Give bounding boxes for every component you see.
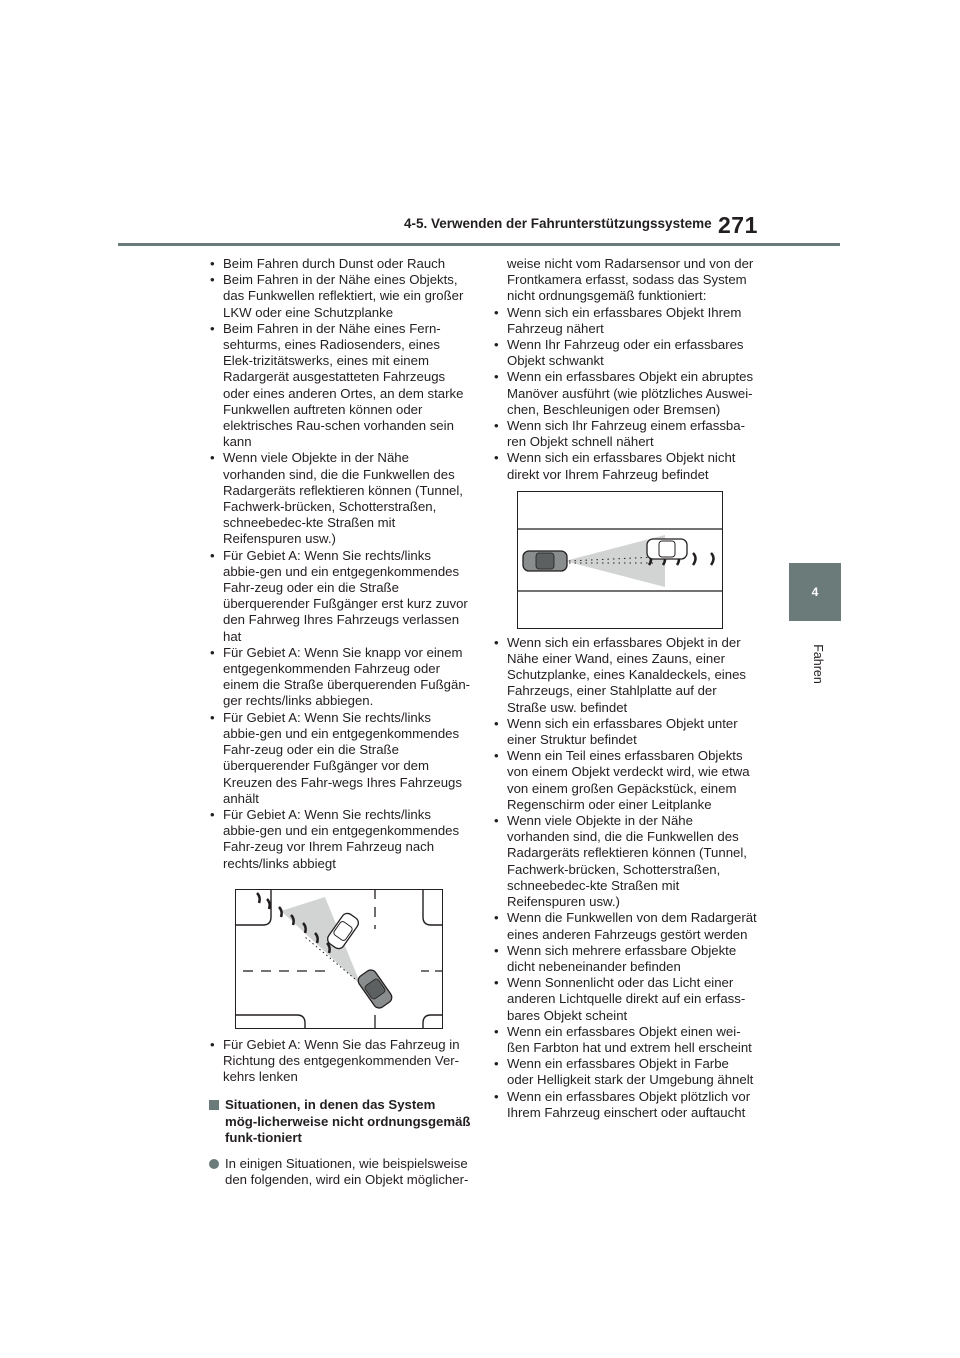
bullet-list-left — [209, 256, 471, 872]
list-item: • Für Gebiet A: Wenn Sie das Fahrzeug in Richtung des entgegenkommenden Ver-kehrs lenken — [209, 1037, 471, 1086]
list-item: • Wenn ein Teil eines erfassbaren Objekts von einem Objekt verdeckt wird, wie etwa von einem großen Gepäckstück, einem Regenschirm oder einer Leitplanke — [493, 748, 757, 813]
list-item: • Wenn Sonnenlicht oder das Licht einer anderen Lichtquelle direkt auf ein erfass-bares Objekt scheint — [493, 975, 757, 1024]
list-item: • Wenn viele Objekte in der Nähe vorhanden sind, die die Funkwellen des Radargeräts reflektieren können (Tunnel, Fachwerk-brücken, Schotterstraßen, schneebedec-kte Straßen mit Reifenspuren usw.) — [493, 813, 757, 910]
section-heading-text: Situationen, in denen das System mög-licherweise nicht ordnungsgemäß funk-tioniert — [225, 1097, 471, 1145]
list-item: • Beim Fahren in der Nähe eines Objekts, das Funkwellen reflektiert, wie ein großer LKW oder eine Schutzplanke — [209, 272, 471, 321]
list-item: • Wenn sich ein erfassbares Objekt in der Nähe einer Wand, eines Zauns, einer Schutzplanke, eines Kanaldeckels, eines Fahrzeugs, einer Stahlplatte auf der Straße usw. befindet — [493, 635, 757, 716]
list-item: • Wenn ein erfassbares Objekt einen wei-ßen Farbton hat und extrem hell erscheint — [493, 1024, 757, 1056]
list-item: • Für Gebiet A: Wenn Sie rechts/links abbie-gen und ein entgegenkommendes Fahr-zeug oder ein die Straße überquerender Fußgänger erst kurz zuvor den Fahrweg Ihres Fahrzeugs verlassen hat — [209, 548, 471, 645]
right-column — [493, 256, 757, 1121]
list-item: • Wenn Ihr Fahrzeug oder ein erfassbares Objekt schwankt — [493, 337, 757, 369]
list-item: • Für Gebiet A: Wenn Sie knapp vor einem entgegenkommenden Fahrzeug oder einem die Straße überquerenden Fußgän-ger rechts/links abbiegen. — [209, 645, 471, 710]
list-item: • Wenn sich Ihr Fahrzeug einem erfassba-ren Objekt schnell nähert — [493, 418, 757, 450]
chapter-label: Fahren — [811, 644, 825, 684]
left-column — [209, 256, 471, 1188]
list-item: • Für Gebiet A: Wenn Sie rechts/links abbie-gen und ein entgegenkommendes Fahr-zeug vor Ihrem Fahrzeug nach rechts/links abbiegt — [209, 807, 471, 872]
intro-paragraph — [209, 1156, 471, 1188]
section-heading — [209, 1097, 471, 1146]
square-bullet-icon — [209, 1100, 219, 1110]
list-item: • Wenn sich ein erfassbares Objekt Ihrem Fahrzeug nähert — [493, 305, 757, 337]
list-item: • Beim Fahren durch Dunst oder Rauch — [209, 256, 471, 272]
bullet-list-left-2 — [209, 1037, 471, 1086]
offset-vehicle-illustration — [517, 491, 723, 629]
list-item: • Wenn die Funkwellen von dem Radargerät eines anderen Fahrzeugs gestört werden — [493, 910, 757, 942]
list-item: • Beim Fahren in der Nähe eines Fern-sehturms, eines Radiosenders, eines Elek-trizitätswerks, eines mit einem Radargerät ausgestatteten Fahrzeugs oder eines anderen Ortes, an dem starke Funkwellen auftreten können oder elektrisches Rau-schen vorhanden sein kann — [209, 321, 471, 451]
header-rule — [118, 243, 840, 246]
chapter-tab[interactable]: 4 — [789, 563, 841, 621]
page-number: 271 — [718, 212, 758, 238]
list-item: • Für Gebiet A: Wenn Sie rechts/links abbie-gen und ein entgegenkommendes Fahr-zeug oder ein die Straße überquerender Fußgänger vor dem Kreuzen des Fahr-wegs Ihres Fahrzeugs anhält — [209, 710, 471, 807]
list-item: • Wenn ein erfassbares Objekt ein abruptes Manöver ausführt (wie plötzliches Auswei-chen, Beschleunigen oder Bremsen) — [493, 369, 757, 418]
circle-bullet-icon — [209, 1159, 219, 1169]
list-item: • Wenn viele Objekte in der Nähe vorhanden sind, die die Funkwellen des Radargeräts reflektieren können (Tunnel, Fachwerk-brücken, Schotterstraßen, schneebedec-kte Straßen mit Reifenspuren usw.) — [209, 450, 471, 547]
intro-paragraph-text: In einigen Situationen, wie beispielsweise den folgenden, wird ein Objekt möglicher- — [225, 1155, 469, 1188]
list-item: • Wenn ein erfassbares Objekt in Farbe oder Helligkeit stark der Umgebung ähnelt — [493, 1056, 757, 1088]
list-item: • Wenn sich mehrere erfassbare Objekte dicht nebeneinander befinden — [493, 943, 757, 975]
list-item: • Wenn sich ein erfassbares Objekt nicht direkt vor Ihrem Fahrzeug befindet — [493, 450, 757, 482]
list-item: • Wenn sich ein erfassbares Objekt unter einer Struktur befindet — [493, 716, 757, 748]
section-title: 4-5. Verwenden der Fahrunterstützungssysteme — [404, 216, 712, 231]
intersection-turn-illustration — [235, 889, 443, 1029]
bullet-list-right — [493, 305, 757, 483]
list-item: • Wenn ein erfassbares Objekt plötzlich vor Ihrem Fahrzeug einschert oder auftaucht — [493, 1089, 757, 1121]
continuation-paragraph: weise nicht vom Radarsensor und von der Frontkamera erfasst, sodass das System nicht ordnungsgemäß funktioniert: — [507, 256, 754, 304]
bullet-list-right-2 — [493, 635, 757, 1121]
